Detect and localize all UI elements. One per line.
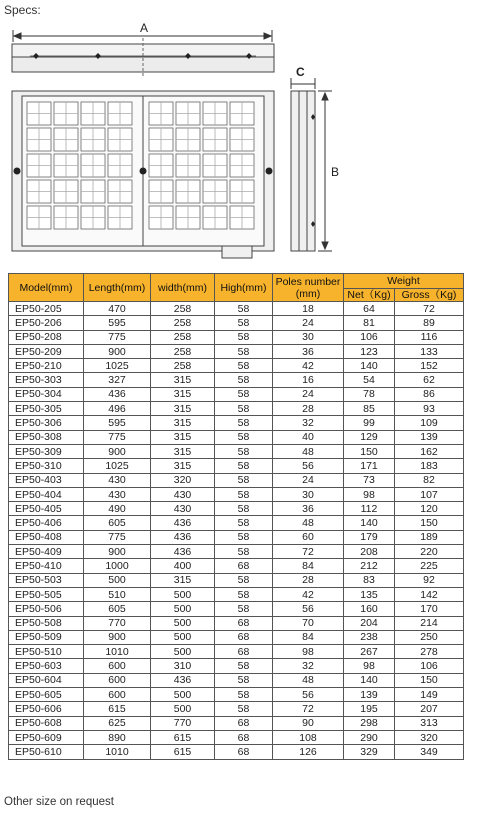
specs-label: Specs: [4, 3, 41, 17]
cell-length: 430 [84, 473, 151, 487]
cell-high: 58 [215, 402, 273, 416]
cell-width: 258 [151, 344, 215, 358]
cell-model: EP50-610 [9, 745, 84, 759]
cell-length: 430 [84, 487, 151, 501]
cell-poles: 48 [273, 673, 344, 687]
header-length: Length(mm) [84, 274, 151, 302]
cell-model: EP50-309 [9, 444, 84, 458]
cell-length: 900 [84, 630, 151, 644]
cell-high: 58 [215, 573, 273, 587]
cell-high: 58 [215, 430, 273, 444]
cell-width: 500 [151, 688, 215, 702]
cell-width: 258 [151, 330, 215, 344]
cell-length: 890 [84, 730, 151, 744]
table-row [9, 459, 464, 473]
cell-net: 123 [344, 344, 395, 358]
dimension-b [318, 91, 332, 251]
cell-width: 500 [151, 630, 215, 644]
cell-net: 267 [344, 645, 395, 659]
cell-high: 58 [215, 516, 273, 530]
cell-poles: 24 [273, 387, 344, 401]
cell-length: 625 [84, 716, 151, 730]
cell-width: 315 [151, 430, 215, 444]
cell-high: 58 [215, 373, 273, 387]
cell-model: EP50-303 [9, 373, 84, 387]
table-row [9, 487, 464, 501]
cell-length: 595 [84, 316, 151, 330]
cell-width: 400 [151, 559, 215, 573]
cell-model: EP50-408 [9, 530, 84, 544]
table-row [9, 716, 464, 730]
cell-model: EP50-206 [9, 316, 84, 330]
cell-width: 258 [151, 302, 215, 316]
table-body [9, 302, 464, 760]
cell-model: EP50-608 [9, 716, 84, 730]
cell-model: EP50-208 [9, 330, 84, 344]
cell-poles: 30 [273, 330, 344, 344]
cell-width: 436 [151, 516, 215, 530]
cell-width: 315 [151, 416, 215, 430]
cell-length: 1025 [84, 459, 151, 473]
cell-net: 150 [344, 444, 395, 458]
cell-gross: 207 [395, 702, 464, 716]
cell-gross: 278 [395, 645, 464, 659]
cell-model: EP50-605 [9, 688, 84, 702]
cell-net: 140 [344, 516, 395, 530]
cell-length: 1010 [84, 745, 151, 759]
cell-width: 315 [151, 387, 215, 401]
header-poles-line1: Poles number [275, 275, 341, 288]
cell-gross: 189 [395, 530, 464, 544]
cell-net: 81 [344, 316, 395, 330]
cell-poles: 98 [273, 645, 344, 659]
cell-gross: 313 [395, 716, 464, 730]
cell-net: 78 [344, 387, 395, 401]
cell-model: EP50-606 [9, 702, 84, 716]
cell-poles: 90 [273, 716, 344, 730]
cell-gross: 214 [395, 616, 464, 630]
cell-poles: 108 [273, 730, 344, 744]
table-row [9, 502, 464, 516]
cell-poles: 72 [273, 702, 344, 716]
table-row [9, 573, 464, 587]
cell-high: 58 [215, 473, 273, 487]
cell-high: 68 [215, 630, 273, 644]
cell-gross: 152 [395, 359, 464, 373]
cell-high: 68 [215, 616, 273, 630]
cell-net: 212 [344, 559, 395, 573]
cell-net: 135 [344, 587, 395, 601]
cell-high: 58 [215, 688, 273, 702]
cell-net: 298 [344, 716, 395, 730]
cell-gross: 139 [395, 430, 464, 444]
cell-length: 775 [84, 530, 151, 544]
cell-high: 58 [215, 702, 273, 716]
table-row [9, 602, 464, 616]
cell-high: 58 [215, 602, 273, 616]
cell-high: 58 [215, 444, 273, 458]
cell-model: EP50-205 [9, 302, 84, 316]
cell-width: 615 [151, 745, 215, 759]
cell-net: 106 [344, 330, 395, 344]
cell-length: 1010 [84, 645, 151, 659]
cell-width: 436 [151, 545, 215, 559]
cell-net: 160 [344, 602, 395, 616]
cell-length: 595 [84, 416, 151, 430]
cell-width: 315 [151, 373, 215, 387]
cell-poles: 32 [273, 416, 344, 430]
table-row [9, 416, 464, 430]
cell-model: EP50-406 [9, 516, 84, 530]
cell-poles: 24 [273, 473, 344, 487]
table-row [9, 730, 464, 744]
cell-model: EP50-409 [9, 545, 84, 559]
cell-length: 615 [84, 702, 151, 716]
cell-high: 58 [215, 673, 273, 687]
header-net: Net（Kg) [344, 289, 395, 302]
cell-width: 615 [151, 730, 215, 744]
cell-width: 500 [151, 587, 215, 601]
cell-poles: 56 [273, 688, 344, 702]
cell-gross: 89 [395, 316, 464, 330]
cell-poles: 24 [273, 316, 344, 330]
cell-model: EP50-210 [9, 359, 84, 373]
cell-net: 112 [344, 502, 395, 516]
cell-model: EP50-603 [9, 659, 84, 673]
cell-poles: 32 [273, 659, 344, 673]
cell-gross: 320 [395, 730, 464, 744]
cell-gross: 142 [395, 587, 464, 601]
cell-high: 58 [215, 416, 273, 430]
cell-high: 58 [215, 302, 273, 316]
cell-high: 58 [215, 545, 273, 559]
cell-width: 320 [151, 473, 215, 487]
cell-length: 510 [84, 587, 151, 601]
cell-poles: 36 [273, 344, 344, 358]
table-row [9, 430, 464, 444]
cell-gross: 183 [395, 459, 464, 473]
cell-length: 900 [84, 344, 151, 358]
cell-high: 58 [215, 316, 273, 330]
cell-length: 1000 [84, 559, 151, 573]
cell-poles: 56 [273, 459, 344, 473]
cell-length: 775 [84, 430, 151, 444]
cell-gross: 120 [395, 502, 464, 516]
cell-gross: 109 [395, 416, 464, 430]
cell-gross: 92 [395, 573, 464, 587]
cell-poles: 48 [273, 516, 344, 530]
cell-length: 436 [84, 387, 151, 401]
cell-high: 68 [215, 716, 273, 730]
technical-drawing [0, 16, 502, 266]
cell-gross: 106 [395, 659, 464, 673]
footer-note: Other size on request [4, 796, 114, 808]
table-row [9, 702, 464, 716]
cell-length: 900 [84, 444, 151, 458]
cell-poles: 42 [273, 359, 344, 373]
dimension-c-label: C [296, 65, 305, 79]
cell-gross: 150 [395, 516, 464, 530]
table-row [9, 587, 464, 601]
table-row [9, 302, 464, 316]
cell-width: 315 [151, 459, 215, 473]
cell-length: 327 [84, 373, 151, 387]
cell-net: 195 [344, 702, 395, 716]
table-row [9, 359, 464, 373]
cell-width: 500 [151, 645, 215, 659]
cell-high: 58 [215, 659, 273, 673]
table-row [9, 344, 464, 358]
cell-high: 68 [215, 645, 273, 659]
cell-model: EP50-410 [9, 559, 84, 573]
cell-net: 64 [344, 302, 395, 316]
cell-length: 600 [84, 659, 151, 673]
top-view [12, 38, 274, 76]
cell-gross: 349 [395, 745, 464, 759]
cell-high: 58 [215, 344, 273, 358]
cell-length: 500 [84, 573, 151, 587]
table-row [9, 330, 464, 344]
cell-width: 258 [151, 359, 215, 373]
cell-width: 310 [151, 659, 215, 673]
cell-net: 139 [344, 688, 395, 702]
cell-model: EP50-404 [9, 487, 84, 501]
cell-net: 204 [344, 616, 395, 630]
cell-poles: 70 [273, 616, 344, 630]
cell-model: EP50-308 [9, 430, 84, 444]
cell-poles: 28 [273, 402, 344, 416]
cell-gross: 162 [395, 444, 464, 458]
cell-poles: 40 [273, 430, 344, 444]
header-width: width(mm) [151, 274, 215, 302]
cell-net: 140 [344, 359, 395, 373]
cell-poles: 42 [273, 587, 344, 601]
cell-length: 900 [84, 545, 151, 559]
cell-gross: 225 [395, 559, 464, 573]
cell-net: 179 [344, 530, 395, 544]
cell-model: EP50-506 [9, 602, 84, 616]
cell-length: 605 [84, 516, 151, 530]
cell-model: EP50-310 [9, 459, 84, 473]
cell-gross: 72 [395, 302, 464, 316]
cell-length: 770 [84, 616, 151, 630]
cell-gross: 220 [395, 545, 464, 559]
cell-net: 98 [344, 659, 395, 673]
cell-model: EP50-508 [9, 616, 84, 630]
cell-net: 129 [344, 430, 395, 444]
cell-poles: 126 [273, 745, 344, 759]
cell-length: 1025 [84, 359, 151, 373]
dimension-b-label: B [331, 165, 340, 179]
cell-high: 58 [215, 330, 273, 344]
cell-poles: 56 [273, 602, 344, 616]
cell-model: EP50-609 [9, 730, 84, 744]
table-row [9, 316, 464, 330]
cell-poles: 16 [273, 373, 344, 387]
cell-model: EP50-510 [9, 645, 84, 659]
cell-model: EP50-403 [9, 473, 84, 487]
table-row [9, 373, 464, 387]
cell-high: 68 [215, 745, 273, 759]
cell-width: 770 [151, 716, 215, 730]
cell-poles: 28 [273, 573, 344, 587]
table-row [9, 616, 464, 630]
side-view [291, 91, 315, 251]
cell-model: EP50-305 [9, 402, 84, 416]
cell-width: 258 [151, 316, 215, 330]
cell-high: 58 [215, 459, 273, 473]
cell-model: EP50-306 [9, 416, 84, 430]
table-row [9, 630, 464, 644]
table-row [9, 673, 464, 687]
cell-gross: 62 [395, 373, 464, 387]
cell-gross: 170 [395, 602, 464, 616]
cell-width: 436 [151, 673, 215, 687]
header-poles-line2: (mm) [295, 287, 321, 300]
cell-gross: 250 [395, 630, 464, 644]
cell-poles: 48 [273, 444, 344, 458]
cell-gross: 86 [395, 387, 464, 401]
cell-net: 73 [344, 473, 395, 487]
cell-high: 68 [215, 730, 273, 744]
cell-model: EP50-405 [9, 502, 84, 516]
dimension-c [291, 78, 315, 89]
cell-high: 58 [215, 487, 273, 501]
cell-model: EP50-209 [9, 344, 84, 358]
table-row [9, 688, 464, 702]
cell-high: 58 [215, 387, 273, 401]
cell-width: 436 [151, 530, 215, 544]
cell-poles: 30 [273, 487, 344, 501]
cell-high: 68 [215, 559, 273, 573]
cell-gross: 116 [395, 330, 464, 344]
cell-width: 430 [151, 487, 215, 501]
table-row [9, 473, 464, 487]
cell-model: EP50-604 [9, 673, 84, 687]
cell-net: 83 [344, 573, 395, 587]
cell-gross: 82 [395, 473, 464, 487]
cell-length: 600 [84, 688, 151, 702]
table-row [9, 530, 464, 544]
header-poles [273, 274, 344, 302]
cell-gross: 150 [395, 673, 464, 687]
cell-model: EP50-304 [9, 387, 84, 401]
cell-net: 238 [344, 630, 395, 644]
cell-net: 98 [344, 487, 395, 501]
cell-model: EP50-503 [9, 573, 84, 587]
table-row [9, 444, 464, 458]
cell-poles: 60 [273, 530, 344, 544]
table-row [9, 645, 464, 659]
specs-table [8, 273, 464, 760]
cell-length: 775 [84, 330, 151, 344]
cell-width: 500 [151, 702, 215, 716]
cell-high: 58 [215, 587, 273, 601]
cell-width: 315 [151, 573, 215, 587]
cell-width: 500 [151, 616, 215, 630]
cell-net: 99 [344, 416, 395, 430]
cell-net: 85 [344, 402, 395, 416]
table-row [9, 659, 464, 673]
header-model: Model(mm) [9, 274, 84, 302]
cell-net: 171 [344, 459, 395, 473]
table-row [9, 402, 464, 416]
cell-model: EP50-509 [9, 630, 84, 644]
table-row [9, 545, 464, 559]
table-row [9, 745, 464, 759]
cell-high: 58 [215, 530, 273, 544]
cell-length: 490 [84, 502, 151, 516]
cell-length: 496 [84, 402, 151, 416]
cell-width: 500 [151, 602, 215, 616]
cell-high: 58 [215, 359, 273, 373]
cell-length: 600 [84, 673, 151, 687]
header-gross: Gross（Kg) [395, 289, 464, 302]
cell-gross: 149 [395, 688, 464, 702]
cell-gross: 93 [395, 402, 464, 416]
table-row [9, 516, 464, 530]
cell-net: 54 [344, 373, 395, 387]
cell-high: 58 [215, 502, 273, 516]
cell-gross: 133 [395, 344, 464, 358]
cell-net: 329 [344, 745, 395, 759]
cell-width: 315 [151, 444, 215, 458]
table-row [9, 387, 464, 401]
header-weight: Weight [344, 274, 464, 289]
cell-net: 290 [344, 730, 395, 744]
table-row [9, 559, 464, 573]
cell-poles: 84 [273, 559, 344, 573]
cell-poles: 18 [273, 302, 344, 316]
cell-width: 430 [151, 502, 215, 516]
cell-length: 605 [84, 602, 151, 616]
cell-poles: 72 [273, 545, 344, 559]
cell-width: 315 [151, 402, 215, 416]
cell-poles: 36 [273, 502, 344, 516]
cell-net: 208 [344, 545, 395, 559]
dimension-a-label: A [140, 21, 149, 35]
cell-length: 470 [84, 302, 151, 316]
cell-gross: 107 [395, 487, 464, 501]
cell-poles: 84 [273, 630, 344, 644]
cell-net: 140 [344, 673, 395, 687]
cell-model: EP50-505 [9, 587, 84, 601]
header-high: High(mm) [215, 274, 273, 302]
